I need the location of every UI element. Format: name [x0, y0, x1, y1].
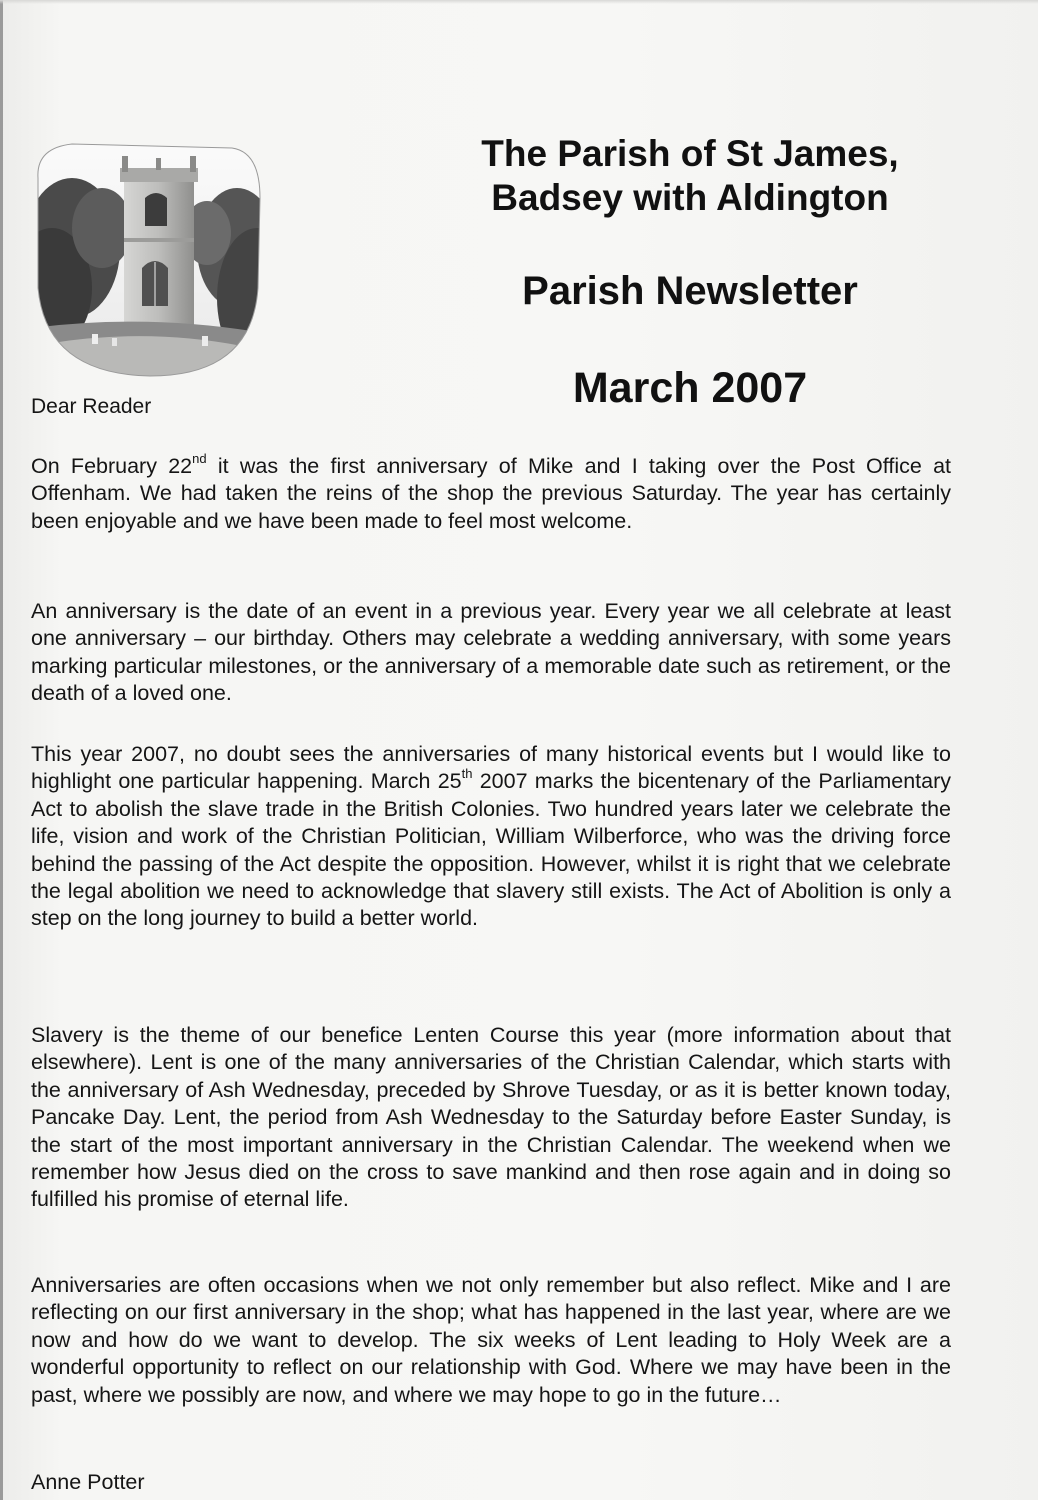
letter-paragraph-5: Anniversaries are often occasions when we not only remember but also reflect. Mike and I are reflecting on our first anniversary in the shop; what has happened in the last year, where are we now and how do we want to develop. The six weeks of Lent leading to Holy Week are a wonderful opportunity to reflect on our relationship with God. Where we may have been in the past, where we possibly are now, and where we may hope to go in the future…: [31, 1273, 951, 1407]
paragraph-1-text-a: On February 22: [31, 454, 193, 478]
ordinal-suffix: nd: [192, 450, 207, 466]
letter-paragraph-3: [31, 741, 951, 933]
salutation: Dear Reader: [31, 395, 152, 418]
letter-paragraph-2: An anniversary is the date of an event in a previous year. Every year we all celebrate at least one anniversary – our birthday. Others may celebrate a wedding anniversary, with some years marking particular milestones, or the anniversary of a memorable date such as retirement, or the death of a loved one.: [31, 599, 951, 706]
page-top-shadow: [0, 0, 1038, 4]
church-tower-illustration: [32, 138, 264, 378]
letter-paragraph-1: [31, 450, 951, 535]
signature: Anne Potter: [31, 1470, 145, 1494]
paragraph-3-text-a: This year 2007, no doubt sees the anniversaries of many historical events but I would like to highlight one particular happening. March 25: [31, 742, 951, 794]
issue-date: March 2007: [572, 364, 808, 412]
newsletter-title: Parish Newsletter: [522, 269, 858, 313]
parish-name-line-1: The Parish of St James,: [481, 133, 899, 174]
paragraph-1-text-b: it was the first anniversary of Mike and I taking over the Post Office at Offenham. We had taken the reins of the shop the previous Saturday. The year has certainly been enjoyable and we have been made to feel most welcome.: [31, 454, 951, 533]
page-edge-shadow: [0, 0, 3, 1500]
paragraph-3-text-b: 2007 marks the bicentenary of the Parliamentary Act to abolish the slave trade in the British Colonies. Two hundred years later we celebrate the life, vision and work of the Christian Politician, William Wilberforce, who was the driving force behind the passing of the Act despite the opposition. However, whilst it is right that we celebrate the legal abolition we need to acknowledge that slavery still exists. The Act of Abolition is only a step on the long journey to build a better world.: [31, 769, 951, 931]
ordinal-suffix: th: [461, 766, 473, 782]
parish-name-line-2: Badsey with Aldington: [491, 177, 889, 218]
letter-paragraph-4: Slavery is the theme of our benefice Lenten Course this year (more information about that elsewhere). Lent is one of the many anniversaries of the Christian Calendar, which starts with the anniversary of Ash Wednesday, preceded by Shrove Tuesday, or as it is better known today, Pancake Day. Lent, the period from Ash Wednesday to the Saturday before Easter Sunday, is the start of the most important anniversary in the Christian Calendar. The weekend when we remember how Jesus died on the cross to save mankind and then rose again and in doing so fulfilled his promise of eternal life.: [31, 1023, 951, 1212]
